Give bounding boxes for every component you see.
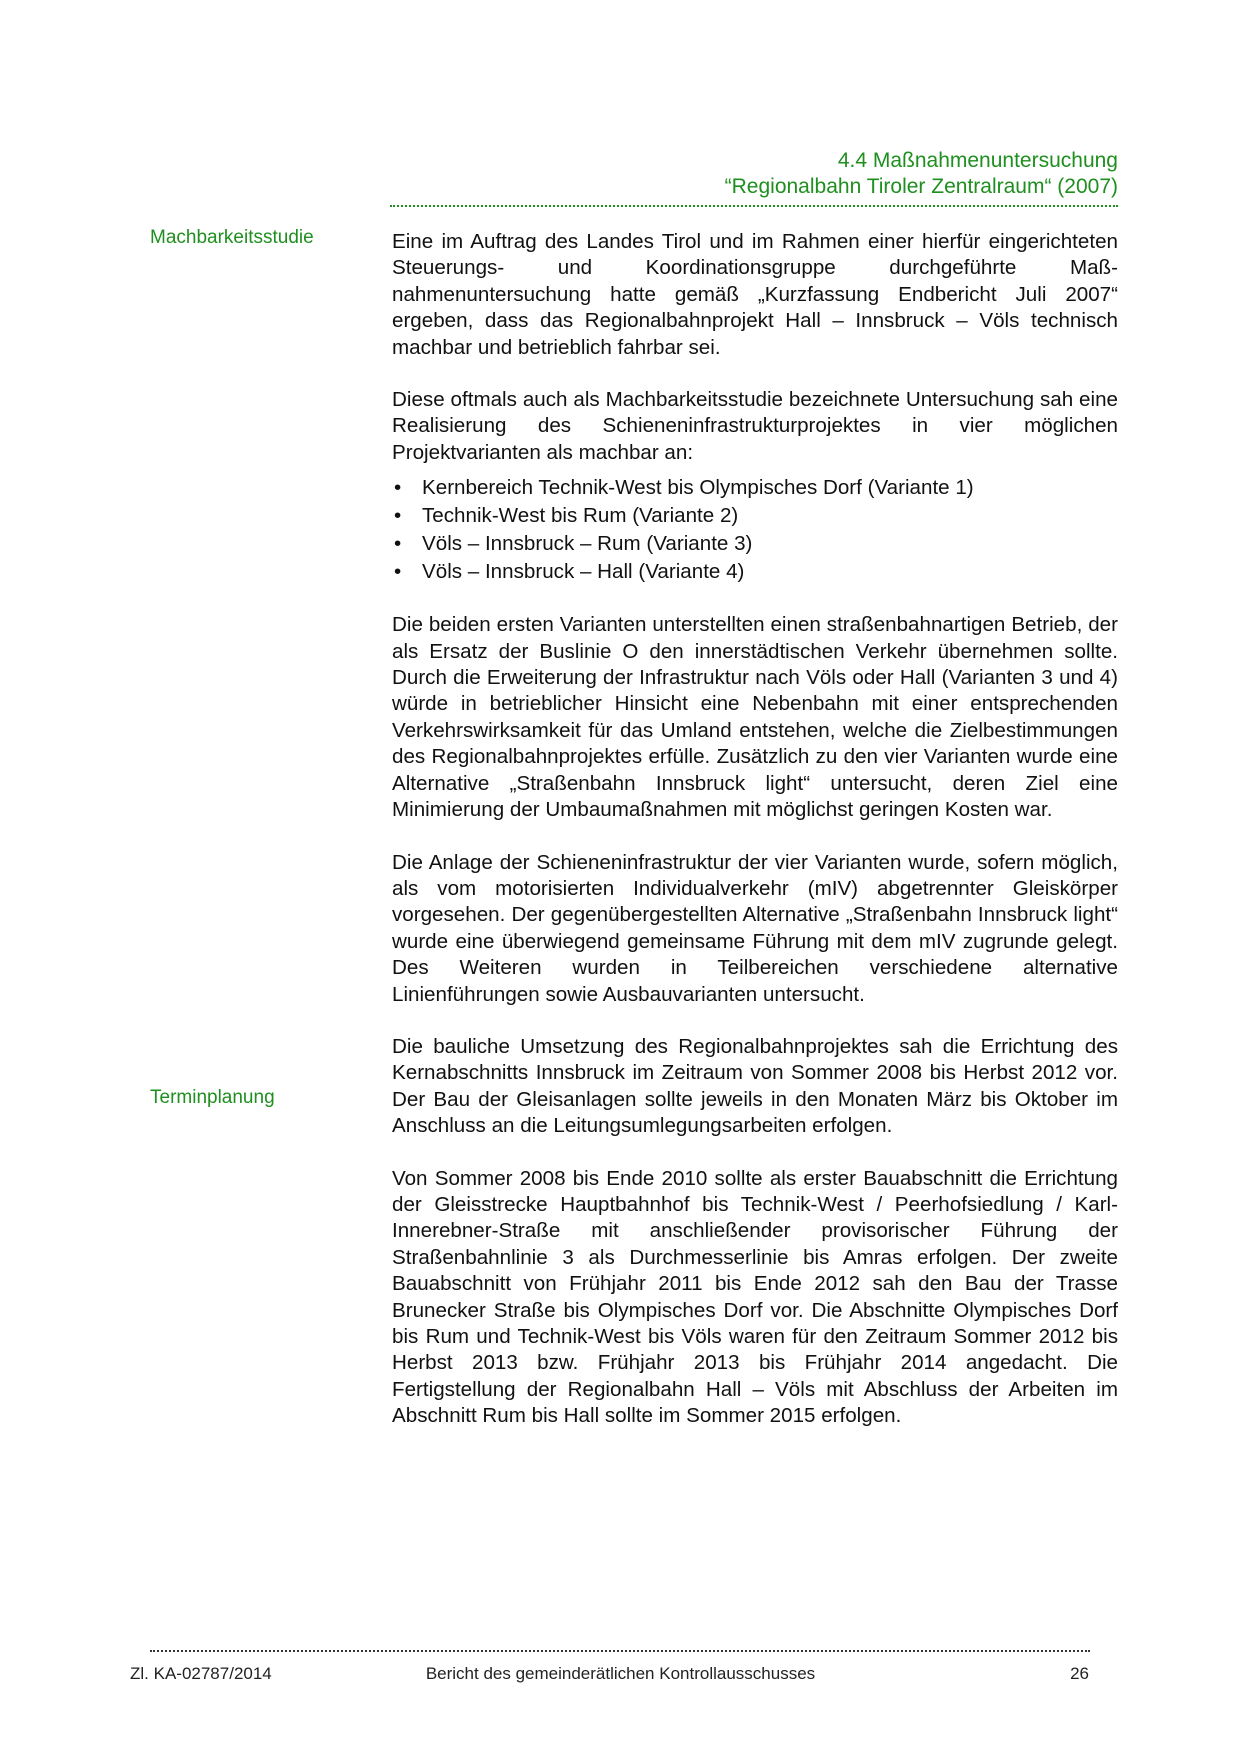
list-item — [392, 474, 1118, 502]
footer-reference: Zl. KA-02787/2014 — [130, 1664, 272, 1683]
section-header — [390, 148, 1118, 200]
list-item — [392, 502, 1118, 530]
paragraph: Diese oftmals auch als Machbarkeitsstudie bezeichnete Untersuchung sah eine Realisierung des Schieneninfrastrukturprojektes in vier möglichen Projektvarianten als machbar an: — [392, 388, 1118, 464]
margin-label-schedule: Terminplanung — [150, 1087, 275, 1108]
bullet-icon: • — [394, 476, 402, 500]
paragraph: Eine im Auftrag des Landes Tirol und im Rahmen einer hierfür eingerichteten Steuerungs- und Koordinationsgruppe durchgeführte Maßnahmenuntersuchung hatte gemäß „Kurzfassung Endbericht Juli 2007“ ergeben, dass das Regionalbahnprojekt Hall – Innsbruck – Völs technisch machbar und betrieblich fahrbar sei. — [392, 230, 1118, 359]
list-item — [392, 530, 1118, 558]
page-number: 26 — [1070, 1664, 1089, 1683]
variant-list — [392, 474, 1118, 586]
bullet-icon: • — [394, 560, 402, 584]
list-item-text: Völs – Innsbruck – Hall (Variante 4) — [422, 560, 745, 584]
footer-report-title: Bericht des gemeinderätlichen Kontrollausschusses — [425, 1664, 816, 1683]
paragraph: Von Sommer 2008 bis Ende 2010 sollte als erster Bauabschnitt die Errichtung der Gleisstrecke Hauptbahnhof bis Technik-West / Peerhofsiedlung / Karl-Innerebner-Straße mit anschließender provisorischer Führung der Straßenbahnlinie 3 als Durchmesserlinie bis Amras erfolgen. Der zweite Bauabschnitt von Frühjahr 2011 bis Ende 2012 sah den Bau der Trasse Brunecker Straße bis Olympisches Dorf vor. Die Abschnitte Olympisches Dorf bis Rum und Technik-West bis Völs waren für den Zeitraum Sommer 2012 bis Herbst 2013 bzw. Frühjahr 2013 bis Frühjahr 2014 angedacht. Die Fertigstellung der Regionalbahn Hall – Völs mit Abschluss der Arbeiten im Abschnitt Rum bis Hall sollte im Sommer 2015 erfolgen. — [392, 1166, 1118, 1428]
list-item-text: Technik-West bis Rum (Variante 2) — [422, 504, 739, 528]
margin-label-feasibility: Machbarkeitsstudie — [150, 227, 314, 248]
paragraph: Die Anlage der Schieneninfrastruktur der vier Varianten wurde, sofern möglich, als vom motorisierten Individualverkehr (mIV) abgetrennter Gleiskörper vorgesehen. Der gegenübergestellten Alternative „Straßenbahn Innsbruck light“ wurde eine überwiegend gemeinsame Führung mit dem mIV zugrunde gelegt. Des Weiteren wurden in Teilbereichen verschiedene alternative Linienführungen sowie Ausbauvarianten untersucht. — [392, 850, 1118, 1006]
header-divider — [390, 205, 1118, 207]
paragraph: Die beiden ersten Varianten unterstellten einen straßenbahnartigen Betrieb, der als Ersatz der Buslinie O den innerstädtischen Verkehr übernehmen sollte. Durch die Erweiterung der Infrastruktur nach Völs oder Hall (Varianten 3 und 4) würde in betrieblicher Hinsicht eine Nebenbahn mit einer entsprechenden Verkehrswirksamkeit für das Umland entstehen, welche die Zielbestimmungen des Regionalbahnprojektes erfülle. Zusätzlich zu den vier Varianten wurde eine Alternative „Straßenbahn Innsbruck light“ untersucht, deren Ziel eine Minimierung der Umbaumaßnahmen mit möglichst geringen Kosten war. — [392, 613, 1118, 822]
footer-divider — [150, 1650, 1090, 1652]
list-item — [392, 558, 1118, 586]
main-text — [392, 229, 1118, 1456]
section-title: 4.4 Maßnahmenuntersuchung — [837, 149, 1118, 172]
list-item-text: Kernbereich Technik-West bis Olympisches Dorf (Variante 1) — [422, 476, 974, 500]
bullet-icon: • — [394, 504, 402, 528]
list-item-text: Völs – Innsbruck – Rum (Variante 3) — [422, 532, 753, 556]
paragraph: Die bauliche Umsetzung des Regionalbahnprojektes sah die Errichtung des Kernabschnitts Innsbruck im Zeitraum von Sommer 2008 bis Herbst 2012 vor. Der Bau der Gleisanlagen sollte jeweils in den Monaten März bis Oktober im Anschluss an die Leitungsumlegungsarbeiten erfolgen. — [392, 1034, 1118, 1138]
bullet-icon: • — [394, 532, 402, 556]
section-subtitle: “Regionalbahn Tiroler Zentralraum“ (2007) — [724, 175, 1118, 198]
